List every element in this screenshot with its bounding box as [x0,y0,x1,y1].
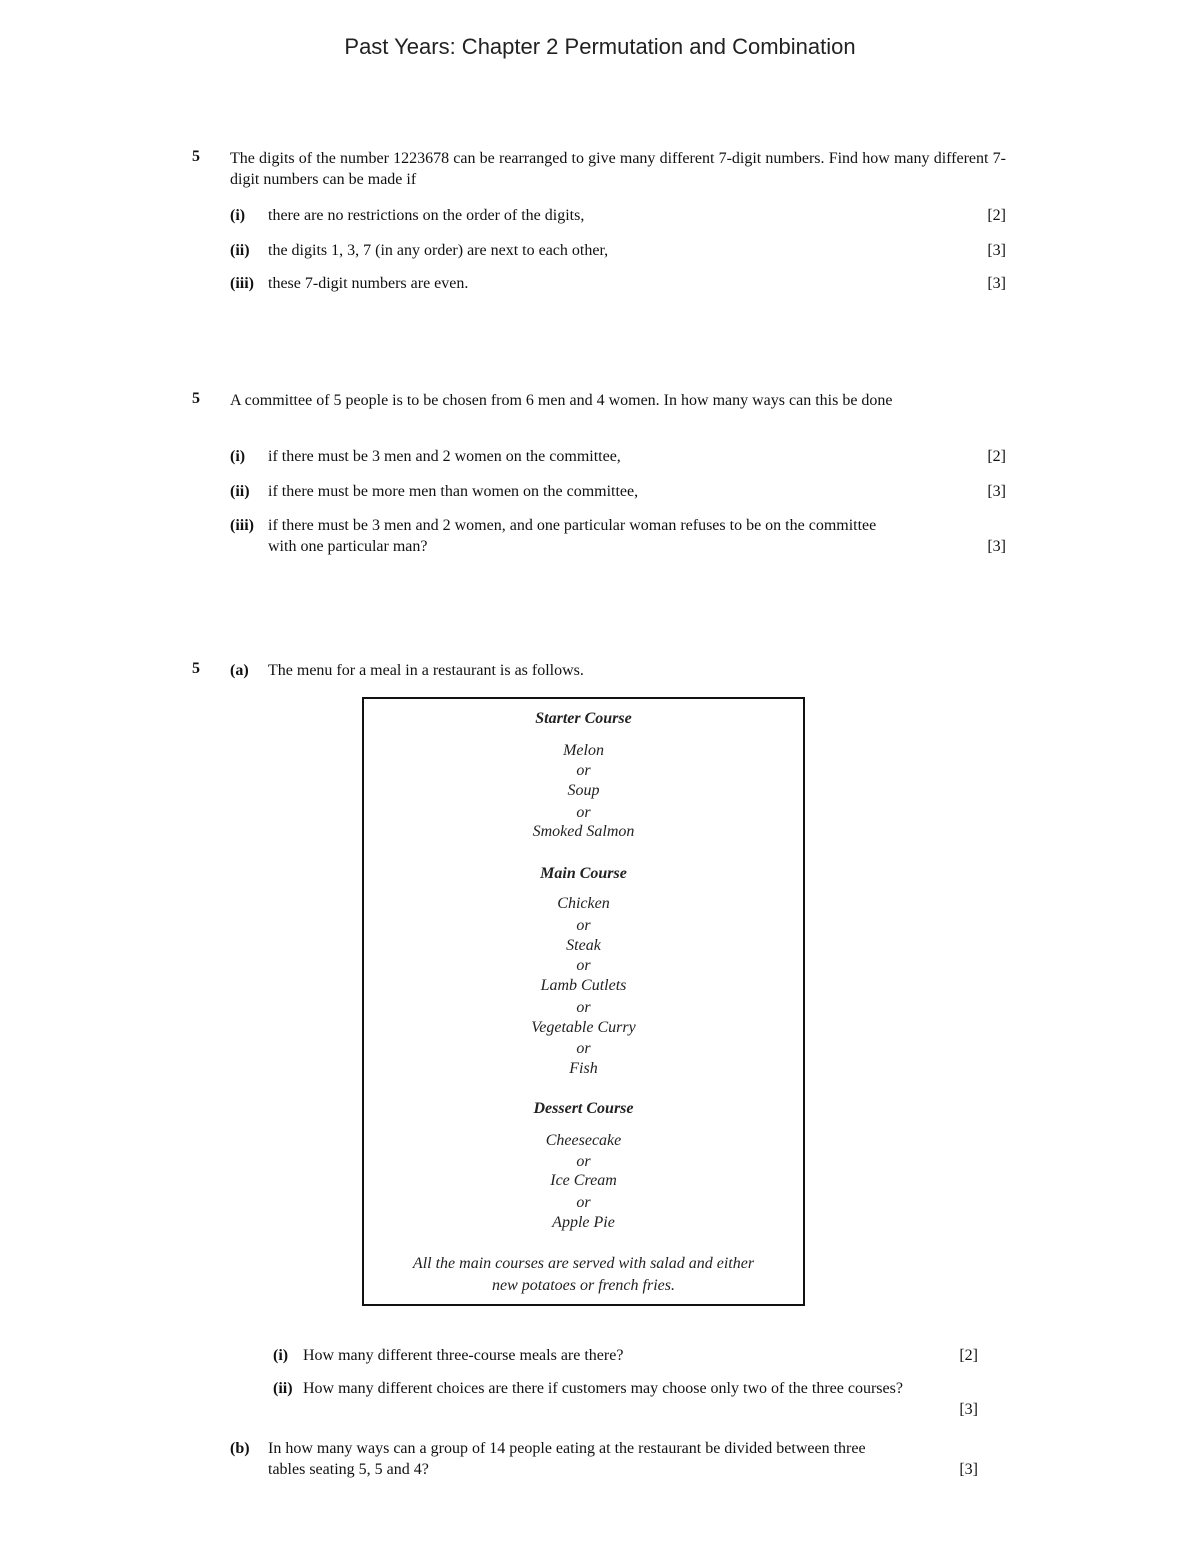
question-part [230,273,1006,294]
menu-item: Lamb Cutlets [540,977,627,994]
part-text-continued: tables seating 5, 5 and 4? [268,1461,429,1478]
part-text: The menu for a meal in a restaurant is as follows. [268,662,584,679]
marks: [2] [987,448,1006,465]
marks: [3] [987,483,1006,500]
part-text: if there must be 3 men and 2 women on the committee, [268,448,621,465]
marks: [2] [959,1347,978,1364]
question-number: 5 [192,660,200,677]
question-number: 5 [192,390,200,407]
menu-heading-main: Main Course [540,865,627,882]
part-text: there are no restrictions on the order of the digits, [268,207,585,224]
menu-item: Smoked Salmon [532,823,635,840]
part-label: (iii) [230,517,254,534]
question-part [230,515,1006,557]
menu-heading-dessert: Dessert Course [533,1100,634,1117]
marks: [3] [987,275,1006,292]
menu-item: Cheesecake [545,1132,622,1149]
question-part-a [230,660,1006,681]
marks: [2] [987,207,1006,224]
question-stem: A committee of 5 people is to be chosen from 6 men and 4 women. In how many ways can this be done [230,392,893,409]
part-label: (i) [230,207,246,224]
menu-or: or [576,1153,591,1170]
part-label: (ii) [273,1380,293,1397]
part-text-continued: with one particular man? [268,538,428,555]
page-title: Past Years: Chapter 2 Permutation and Combination [344,34,856,59]
question-sub-part [273,1345,978,1366]
menu-or: or [576,804,591,821]
menu-item: Steak [566,937,601,954]
part-label: (a) [230,662,249,679]
part-text: these 7-digit numbers are even. [268,275,469,292]
question-part [230,240,1006,261]
menu-or: or [576,999,591,1016]
question-sub-part [273,1378,978,1420]
part-text: In how many ways can a group of 14 people eating at the restaurant be divided between three [268,1440,866,1457]
menu-or: or [576,917,591,934]
part-text: How many different choices are there if customers may choose only two of the three courses? [303,1380,903,1397]
marks: [3] [959,1401,978,1418]
question-part [230,205,1006,226]
question-part [230,446,1006,467]
menu-item: Fish [569,1060,598,1077]
part-text: if there must be 3 men and 2 women, and one particular woman refuses to be on the committee [268,517,877,534]
question-part [230,481,1006,502]
marks: [3] [987,242,1006,259]
part-label: (ii) [230,242,250,259]
menu-item: Ice Cream [550,1172,617,1189]
part-label: (ii) [230,483,250,500]
menu-or: or [576,1040,591,1057]
menu-item: Vegetable Curry [531,1019,636,1036]
menu-note: All the main courses are served with salad and either [412,1255,755,1272]
part-label: (i) [230,448,246,465]
part-label: (i) [273,1347,289,1364]
question-part-b [230,1438,978,1480]
menu-or: or [576,762,591,779]
menu-heading-starter: Starter Course [535,710,632,727]
menu-item: Chicken [557,895,610,912]
restaurant-menu [362,697,805,1306]
menu-or: or [576,1194,591,1211]
marks: [3] [959,1461,978,1478]
part-text: if there must be more men than women on the committee, [268,483,639,500]
menu-item: Melon [563,742,604,759]
marks: [3] [987,538,1006,555]
part-label: (b) [230,1440,250,1457]
menu-item: Apple Pie [552,1214,615,1231]
menu-or: or [576,957,591,974]
question-stem: The digits of the number 1223678 can be rearranged to give many different 7-digit numbers. Find how many different 7-digit numbers can be made if [230,150,1006,188]
question-number: 5 [192,148,200,165]
part-text: How many different three-course meals are there? [303,1347,624,1364]
menu-item: Soup [567,782,600,799]
menu-note: new potatoes or french fries. [492,1277,675,1294]
part-text: the digits 1, 3, 7 (in any order) are next to each other, [268,242,609,259]
part-label: (iii) [230,275,254,292]
